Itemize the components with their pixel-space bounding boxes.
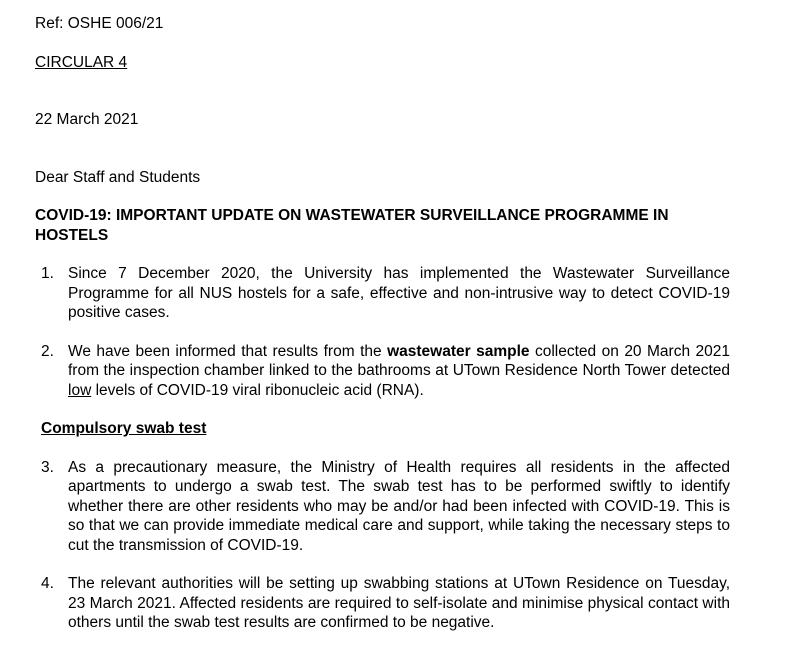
subject-heading: COVID-19: IMPORTANT UPDATE ON WASTEWATER SURVEILLANCE PROGRAMME IN HOSTELS [35, 207, 669, 244]
circular-date: 22 March 2021 [35, 111, 139, 128]
item-text: The relevant authorities will be setting up swabbing stations at UTown Residence on Tuesday, 23 March 2021. Affected residents are required to self-isolate and minimise physical contact with others until the swab test results are confirmed to be negative. [68, 575, 730, 631]
item-text-part: collected on 20 March 2021 from the inspection chamber linked to the bathrooms at UTown Residence North Tower detected [68, 342, 731, 379]
item-number: 1. [41, 265, 54, 282]
item-text: As a precautionary measure, the Ministry of Health requires all residents in the affected apartments to undergo a swab test. The swab test has to be performed swiftly to identify whether there are other residents who may be and/or had been infected with COVID-19. This is so that we can provide immediate medical care and support, while taking the necessary steps to cut the transmission of COVID-19. [68, 458, 730, 554]
item-text-part: levels of COVID-19 viral ribonucleic acid (RNA). [91, 381, 424, 399]
document-body [35, 14, 730, 652]
numbered-list [35, 264, 730, 400]
reference-number: Ref: OSHE 006/21 [35, 15, 164, 32]
circular-label: CIRCULAR 4 [35, 53, 128, 71]
section-heading: Compulsory swab test [41, 420, 207, 437]
list-item [35, 264, 730, 323]
item-underlined-text: low [68, 381, 92, 399]
item-number: 3. [41, 458, 54, 476]
list-item [35, 342, 730, 401]
salutation: Dear Staff and Students [35, 168, 201, 186]
item-text: Since 7 December 2020, the University has implemented the Wastewater Surveillance Programme for all NUS hostels for a safe, effective and non-intrusive way to detect COVID-19 positive cases. [68, 265, 730, 321]
item-number: 4. [41, 575, 54, 592]
numbered-list-continued [35, 458, 730, 633]
item-bold-text: wastewater sample [387, 342, 530, 360]
list-item [35, 574, 730, 633]
item-number: 2. [41, 342, 54, 360]
item-text-part: We have been informed that results from the [68, 342, 388, 360]
list-item [35, 458, 730, 556]
